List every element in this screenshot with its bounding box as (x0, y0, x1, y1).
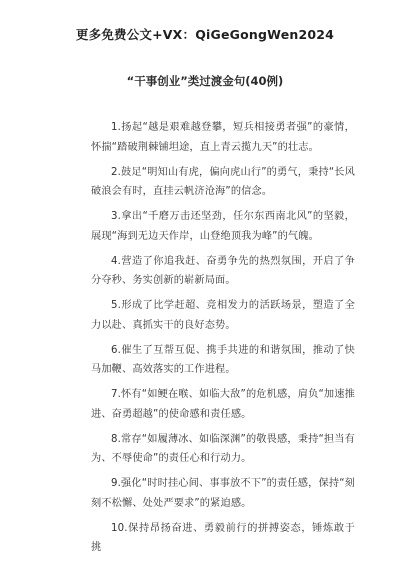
list-item: 4.营造了你追我赶、奋勇争先的热烈氛围，开启了争分夺秒、务实创新的崭新局面。 (91, 255, 355, 286)
list-item: 3.拿出“千磨万击还坚劲，任尔东西南北风”的坚毅，展现“海到无边天作岸，山登绝顶我为峰”的气魄。 (91, 211, 355, 242)
list-item: 6.催生了互帮互促、携手共进的和谐氛围，推动了快马加鞭、高效落实的工作进程。 (91, 344, 355, 375)
promo-header: 更多免费公文+VX：QiGeGongWen2024 (75, 27, 335, 42)
list-item: 8.常存“如履薄冰、如临深渊”的敬畏感，秉持“担当有为、不辱使命”的责任心和行动力。 (91, 433, 355, 464)
list-item: 5.形成了比学赶超、竞相发力的活跃场景，塑造了全力以赴、真抓实干的良好态势。 (91, 300, 355, 331)
document-title: “干事创业”类过渡金句(40例) (126, 74, 284, 88)
list-item: 7.怀有“如鲠在喉、如临大敌”的危机感，肩负“加速推进、奋勇超越”的使命感和责任感。 (91, 389, 355, 420)
list-item: 10.保持昂扬奋进、勇毅前行的拼搏姿态，锤炼敢于挑 (91, 522, 355, 553)
sentence-list (91, 118, 355, 563)
list-item: 1.扬起“越是艰难越登攀，短兵相接勇者强”的豪情，怀揣“踏破荆棘铺坦途，直上青云揽九天”的壮志。 (91, 122, 355, 153)
list-item: 2.鼓足“明知山有虎，偏向虎山行”的勇气，秉持“长风破浪会有时，直挂云帆济沧海”的信念。 (91, 166, 355, 197)
list-item: 9.强化“时时挂心间、事事放不下”的责任感，保持“刻刻不松懈、处处严要求”的紧迫感。 (91, 478, 355, 509)
